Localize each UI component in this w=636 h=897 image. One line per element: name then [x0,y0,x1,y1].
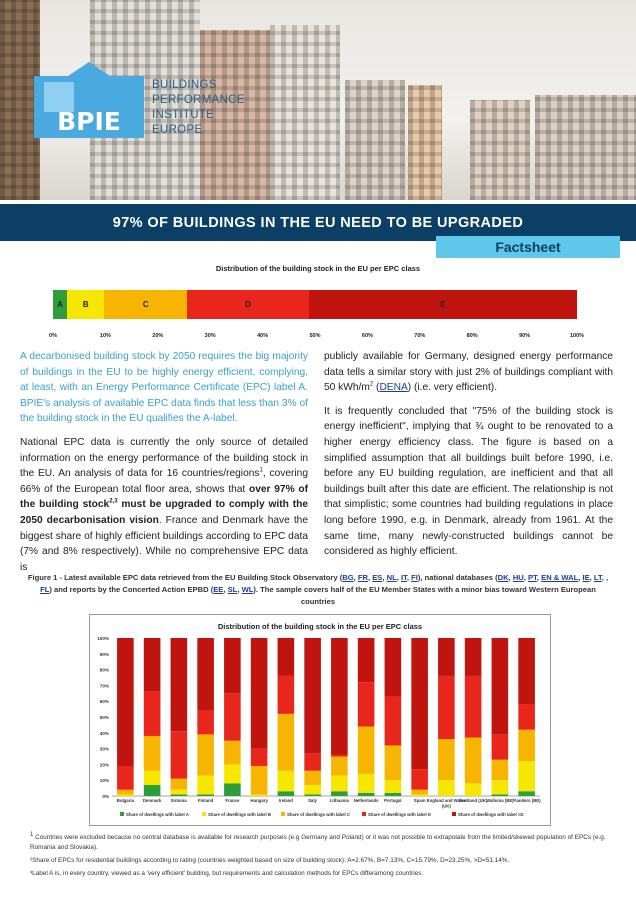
bar-segment [331,757,348,776]
text-column-left [20,349,308,583]
bar-segment [385,780,402,793]
bar-segment [385,793,402,796]
bar-segment [197,711,214,735]
country-chart [89,614,551,826]
bar-segment [331,638,348,755]
legend-label: Share of dwellings with label >D [458,812,524,817]
axis-tick-label: 10% [99,333,111,339]
bar-segment [278,771,295,792]
caption-source-link[interactable]: IT [400,573,407,582]
page-title: 97% OF BUILDINGS IN THE EU NEED TO BE UPGRADED [112,214,524,231]
axis-tick-label: 0% [49,333,57,339]
bar-segment [492,794,509,796]
bar-segment [304,638,321,753]
legend-label: Share of dwellings with label C [287,812,351,817]
bar-segment [224,638,241,693]
bar-segment [278,676,295,714]
logo-line: EUROPE [152,124,203,136]
y-tick-label: 0% [102,794,109,799]
logo-wordmark [152,78,245,138]
x-tick-label: France [225,798,240,803]
bar-segment [171,638,188,731]
bar-segment [117,638,134,766]
country-chart-svg [90,615,550,825]
bar-segment [117,794,134,796]
bar-segment [358,793,375,796]
caption-source-link[interactable]: ES [372,573,383,582]
legend-label: Share of dwellings with label A [126,812,189,817]
bar-segment [465,638,482,676]
x-tick-label: Scotland (UK) [458,798,488,803]
bar-segment [465,676,482,738]
bar-segment [518,761,535,791]
legend-swatch [362,812,366,816]
bar-segment [304,753,321,770]
caption-source-link[interactable]: WL [241,585,254,594]
bar-segment [171,731,188,778]
bar-segment [144,692,161,736]
bar-segment [438,739,455,780]
bar-segment [518,638,535,704]
caption-source-link[interactable]: FR [357,573,368,582]
caption-source-link[interactable]: DK [497,573,509,582]
footnote-3: ³Label A is, in every country, viewed as a 'very efficient' building, but requirements and calculation methods for EPCs differamong countries. [30,870,424,877]
bar-segment [197,775,214,794]
x-tick-label: Bulgaria [116,798,134,803]
x-tick-label: Wallonia (BE) [486,798,514,803]
axis-tick-label: 30% [204,333,216,339]
bar-segment [197,794,214,796]
bar-segment [518,791,535,796]
logo-initials: BPIE [57,107,121,136]
bar-segment [411,769,428,790]
bar-segment [438,676,455,739]
building-7 [535,95,636,200]
legend-label: Share of dwellings with label D [368,812,432,817]
caption-source-link[interactable]: BG [342,573,354,582]
y-tick-label: 30% [99,746,109,752]
bar-segment [251,638,268,749]
footnote-2: ²Share of EPCs for residential buildings according to rating (countries weighted based on size of building stock): A=2.67%, B=7.13%, C=15.79%, D=23.25%, >D=51.14%. [30,857,510,864]
epc-segment-A: A [53,290,67,319]
x-tick-label: Hungary [250,798,268,803]
y-tick-label: 70% [99,683,109,689]
caption-source-link[interactable]: PT [528,573,537,582]
x-tick-label: Estonia [171,798,187,803]
caption-source-link[interactable]: EN & WAL [541,573,579,582]
building-3 [270,25,340,200]
footnotes [30,833,620,882]
bar-segment [518,704,535,729]
x-tick-label: (UK) [441,803,451,809]
legend-swatch [202,812,206,816]
axis-tick-label: 60% [361,333,373,339]
epc-segment-E: E [309,290,577,319]
bar-segment [224,764,241,783]
bar-segment [385,696,402,745]
y-tick-label: 90% [99,651,109,657]
bar-segment [492,780,509,794]
header-photo [0,0,636,200]
bar-segment [358,726,375,773]
bar-segment [197,734,214,775]
bar-segment [304,794,321,796]
bar-segment [438,638,455,676]
axis-tick-label: 90% [519,333,531,339]
bar-segment [224,741,241,765]
lead-paragraph: A decarbonised building stock by 2050 requires the big majority of buildings in the EU to be highly energy efficient, complying, at least, with an Energy Performance Certificate (EPC) label A. BPIE's analysis of available EPC data finds that less than 3% of the building stock in the EU qualifies the A-label. [20,351,308,425]
bar-segment [385,638,402,696]
factsheet-tag [436,236,620,258]
bar-segment [411,790,428,795]
x-tick-label: Italy [308,798,317,803]
epc-segment-C: C [104,290,187,319]
y-tick-label: 20% [99,762,109,768]
axis-tick-label: 40% [257,333,269,339]
axis-tick-label: 20% [152,333,164,339]
paragraph-3: publicly available for Germany, designed energy performance data tells a similar story with just 2% of buildings compliant with 50 kWh/$m^2$ (DENA) (i.e. very efficient). [324,351,613,394]
bar-segment [224,693,241,740]
caption-source-link[interactable]: SL [227,585,238,594]
bar-segment [304,771,321,785]
bar-segment [331,755,348,757]
x-tick-label: Flanders (BE) [512,798,541,803]
figure-caption: Figure 1 - Latest available EPC data retrieved from the EU Building Stock Observatory (BG, FR, ES, NL, IT, FI), national databases (DK, HU, PT, EN & WAL, IE, LT, , FL) and reports by the Concerted Action EPBD (EE, SL, WL). The sample covers half of the EU Member States with a minor bias toward Western European countries [27,573,609,606]
legend-swatch [452,812,456,816]
top-stacked-bar [53,290,577,319]
bar-segment [385,745,402,780]
y-tick-label: 80% [99,667,109,673]
caption-source-link[interactable]: LT [593,573,602,582]
y-tick-label: 60% [99,699,109,705]
dena-link[interactable]: DENA [379,382,408,394]
bar-segment [251,794,268,796]
y-tick-label: 50% [99,715,109,720]
bar-segment [492,760,509,781]
epc-segment-D: D [187,290,309,319]
axis-tick-label: 50% [309,333,321,339]
legend-label: Share of dwellings with label B [208,812,272,817]
bar-segment [171,790,188,795]
bar-segment [251,749,268,766]
bar-segment [492,638,509,734]
caption-source-link[interactable]: EE [213,585,224,594]
factsheet-label: Factsheet [495,239,561,255]
building-6 [470,100,530,200]
bar-segment [278,714,295,771]
text-column-right [324,349,613,568]
bar-segment [411,638,428,769]
bpie-logo-icon [34,62,144,138]
bar-segment [278,791,295,796]
bar-segment [197,638,214,711]
y-tick-label: 10% [99,778,109,784]
bar-segment [304,785,321,794]
logo-line: PERFORMANCE [152,94,245,106]
bar-segment [224,783,241,796]
bar-segment [438,780,455,796]
x-tick-label: Netherlands [353,798,379,803]
bar-segment [492,734,509,759]
caption-source-link[interactable]: NL [386,573,397,582]
axis-tick-label: 80% [466,333,478,339]
bar-segment [358,638,375,682]
bar-segment [144,736,161,771]
top-chart-axis [49,333,585,343]
paragraph-2: National EPC data is currently the only source of detailed information on the energy performance of the building stock in the EU. An analysis of data for 16 countries/regions$^1$, covering 66% of the European total floor area, shows that over 97% of the building stock$^{2,3}$ must be upgraded to comply with the 2050 decarbonisation vision. France and Denmark have the biggest share of highly efficient buildings according to EPC data (7% and 8% respectively). While no comprehensive EPC data is [20,436,308,573]
legend-swatch [120,812,124,816]
axis-tick-label: 70% [414,333,426,339]
building-4 [345,80,405,200]
x-tick-label: Denmark [142,798,162,803]
bar-segment [358,774,375,793]
bar-segment [144,771,161,785]
epc-segment-B: B [67,290,104,319]
bar-segment [117,766,134,790]
footnote-1: $^1$ Countries were excluded because no central database is available for research purposes (e.g Germany and Poland) or it was not possible to extrapolate from the limited/skewed population of EPCs (e.g. Romania and Slovakia). [30,831,606,851]
x-tick-label: Lithuania [329,798,349,803]
bar-segment [251,766,268,794]
bar-segment [331,775,348,791]
caption-source-link[interactable]: IE [582,573,590,582]
bar-segment [278,638,295,676]
paragraph-4: It is frequently concluded that "75% of the building stock is energy inefficient", implying that ¾ ought to be renovated to a higher energy efficiency class. The figure is based on a simplified assumption that all buildings built before 1990, i.e. before any EU building regulation, are inefficient and that all buildings built after this date are efficient. The relationship is not that simplistic; some countries had building regulations in place long before 1990, e.g. in Denmark, already from 1961. At the same time, many newly-constructed buildings cannot be considered as highly efficient. [324,405,613,558]
caption-source-link[interactable]: HU [512,573,524,582]
bar-segment [518,730,535,762]
bar-segment [144,638,161,692]
axis-tick-label: 100% [569,333,585,339]
bar-segment [465,783,482,796]
bar-segment [331,791,348,796]
bar-segment [171,779,188,790]
logo-line: INSTITUTE [152,109,215,121]
caption-source-link[interactable]: FI [411,573,418,582]
x-tick-label: Spain [413,798,426,803]
x-tick-label: Portugal [384,798,402,803]
bar-segment [411,794,428,796]
bar-segment [144,785,161,796]
caption-source-link[interactable]: FL [40,585,50,594]
x-tick-label: Finland [197,798,214,803]
bar-segment [358,682,375,726]
bar-segment [117,790,134,795]
logo-line: BUILDINGS [152,79,217,91]
bar-segment [171,794,188,796]
y-tick-label: 40% [99,730,109,736]
x-tick-label: Ireland [278,798,293,803]
country-chart-title: Distribution of the building stock in the EU per EPC class [217,622,423,631]
y-tick-label: 100% [97,636,109,641]
building-5 [408,85,442,200]
top-chart-title: Distribution of the building stock in the EU per EPC class [215,264,421,273]
legend-swatch [281,812,285,816]
bar-segment [465,738,482,784]
x-tick-label: England and Wales [426,798,466,803]
